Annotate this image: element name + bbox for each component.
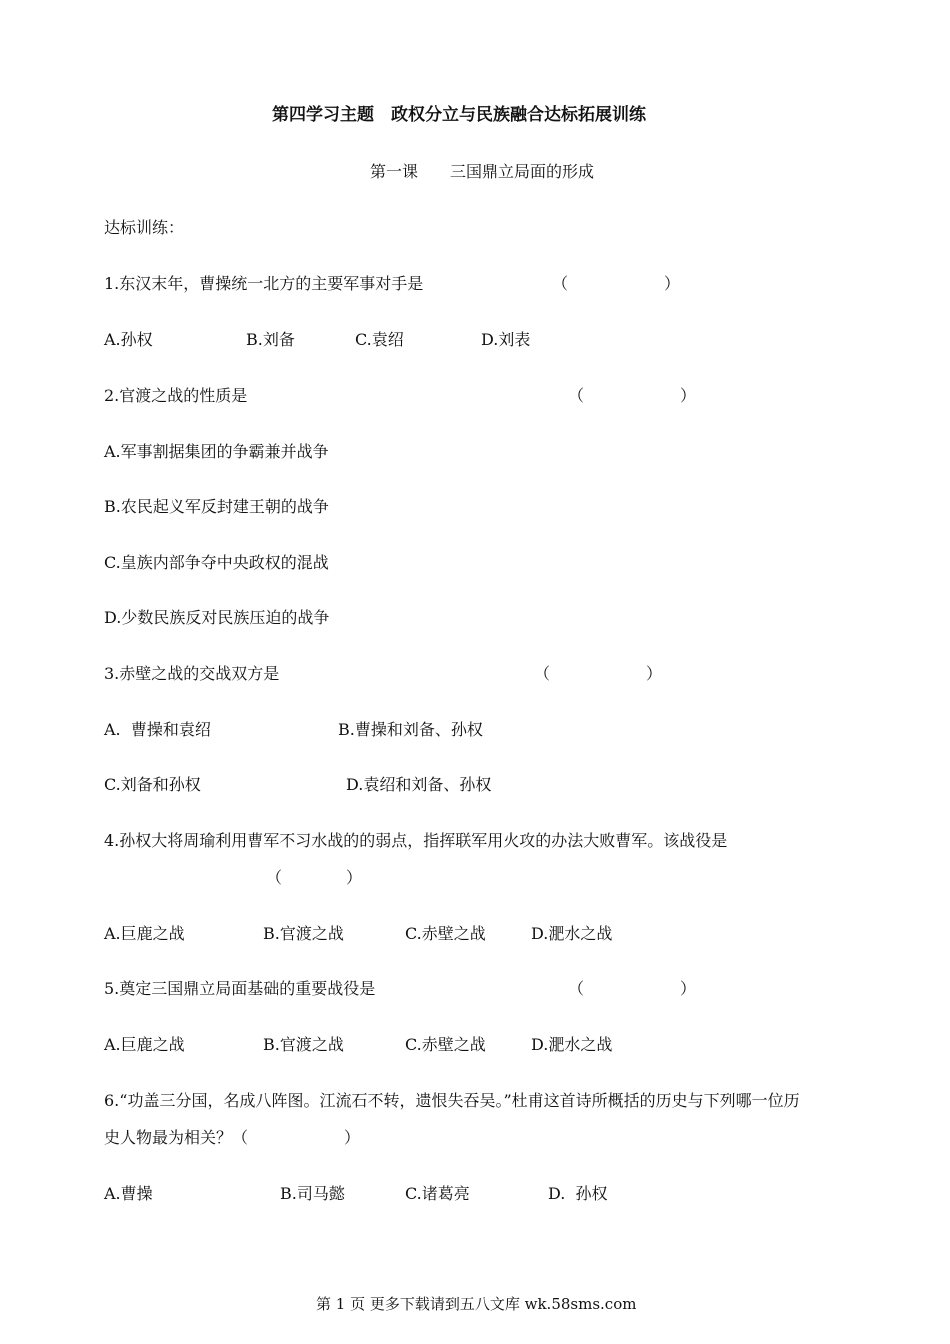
question-5-option-b: B.官渡之战 (263, 1035, 344, 1054)
question-3-option-c: C.刘备和孙权 (104, 775, 201, 794)
question-2-option-a: A.军事割据集团的争霸兼并战争 (104, 442, 329, 461)
section-heading: 达标训练： (104, 218, 185, 237)
question-1-stem: 1.东汉末年，曹操统一北方的主要军事对手是 (104, 274, 424, 293)
lesson-subtitle: 第一课 三国鼎立局面的形成 (370, 162, 595, 181)
question-3-option-a: A. 曹操和袁绍 (104, 720, 211, 739)
question-5-option-d: D.淝水之战 (531, 1035, 613, 1054)
question-1-option-d: D.刘表 (481, 330, 531, 349)
question-5-option-a: A.巨鹿之战 (104, 1035, 185, 1054)
question-6-option-c: C.诸葛亮 (405, 1184, 470, 1203)
question-5-answer-paren: （ ） (568, 979, 697, 998)
question-4-option-d: D.淝水之战 (531, 924, 613, 943)
page-title: 第四学习主题 政权分立与民族融合达标拓展训练 (272, 105, 646, 125)
question-5-stem: 5.奠定三国鼎立局面基础的重要战役是 (104, 979, 376, 998)
question-2-stem: 2.官渡之战的性质是 (104, 386, 248, 405)
question-5-option-c: C.赤壁之战 (405, 1035, 486, 1054)
question-2-option-b: B.农民起义军反封建王朝的战争 (104, 497, 329, 516)
question-4-option-c: C.赤壁之战 (405, 924, 486, 943)
question-4-option-a: A.巨鹿之战 (104, 924, 185, 943)
question-3-answer-paren: （ ） (534, 664, 663, 683)
question-6-option-a: A.曹操 (104, 1184, 153, 1203)
question-6-option-d: D. 孙权 (548, 1184, 608, 1203)
question-6-stem-line1: 6.“功盖三分国，名成八阵图。江流石不转，遗恨失吞吴。”杜甫这首诗所概括的历史与下列哪一位历 (104, 1091, 800, 1110)
question-3-option-b: B.曹操和刘备、孙权 (338, 720, 483, 739)
question-2-option-d: D.少数民族反对民族压迫的战争 (104, 608, 330, 627)
question-2-answer-paren: （ ） (568, 386, 697, 405)
question-4-option-b: B.官渡之战 (263, 924, 344, 943)
question-6-option-b: B.司马懿 (280, 1184, 345, 1203)
question-1-option-b: B.刘备 (246, 330, 295, 349)
question-3-option-d: D.袁绍和刘备、孙权 (346, 775, 492, 794)
page-footer: 第 1 页 更多下载请到五八文库 wk.58sms.com (316, 1295, 637, 1313)
question-1-answer-paren: （ ） (552, 274, 681, 293)
question-1-option-c: C.袁绍 (355, 330, 404, 349)
question-3-stem: 3.赤壁之战的交战双方是 (104, 664, 280, 683)
question-2-option-c: C.皇族内部争夺中央政权的混战 (104, 553, 329, 572)
question-4-stem: 4.孙权大将周瑜利用曹军不习水战的的弱点，指挥联军用火攻的办法大败曹军。该战役是 (104, 831, 728, 850)
question-4-answer-paren: （ ） (266, 868, 363, 887)
question-1-option-a: A.孙权 (104, 330, 153, 349)
question-6-stem-line2: 史人物最为相关？（ ） (104, 1128, 361, 1147)
